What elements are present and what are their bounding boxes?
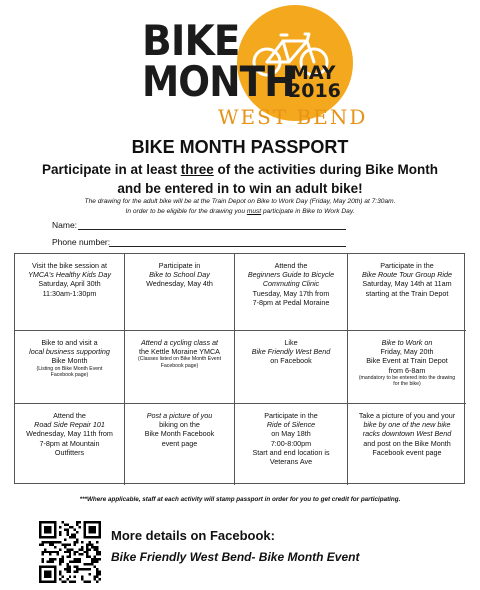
stamp-footnote: ***Where applicable, staff at each activity will stamp passport in order for you to get credit for participating. xyxy=(79,496,401,503)
activity-cell xyxy=(15,331,125,404)
logo-month-label: MAY xyxy=(290,62,336,84)
activity-line: Beginners Guide to Bicycle xyxy=(247,270,335,280)
phone-label: Phone number: xyxy=(52,237,111,247)
activity-line: Attend the xyxy=(53,411,86,420)
activity-line: Facebook event page xyxy=(372,447,442,457)
activity-line: (Listing on Bike Month Event xyxy=(36,365,103,372)
activity-line: local business supporting xyxy=(29,347,110,357)
activity-line: Bike Route Tour Group Ride xyxy=(361,270,453,280)
activity-line: Bike to and visit a xyxy=(41,338,98,347)
activity-line: (mandatory to be entered into the drawing xyxy=(358,374,456,381)
activity-line: Participate in the xyxy=(380,261,434,270)
page-title: BIKE MONTH PASSPORT xyxy=(131,137,349,157)
activity-cell xyxy=(348,404,466,485)
activity-line: Post a picture of you xyxy=(146,411,213,420)
activity-line: the Kettle Moraine YMCA xyxy=(139,347,220,357)
activity-line: from 6-8am xyxy=(388,365,426,375)
activity-line: Bike Month Facebook xyxy=(144,429,215,439)
activity-line: Bike Friendly West Bend xyxy=(251,347,331,357)
activity-line: Tuesday, May 17th from xyxy=(252,288,330,298)
activity-line: 7:00-8:00pm xyxy=(270,438,312,448)
activity-cell xyxy=(235,254,348,331)
activity-line: 11:30am-1:30pm xyxy=(42,288,97,298)
activity-cell xyxy=(125,404,235,485)
activity-line: racks downtown West Bend xyxy=(362,429,452,439)
logo-word-month: MONTH xyxy=(142,57,295,106)
activity-line: Road Side Repair 101 xyxy=(34,420,105,430)
subtitle-line-1: Participate in at least three of the activities during Bike Month xyxy=(41,162,439,177)
activity-line: Start and end location is xyxy=(252,447,330,457)
activity-line: for the bike) xyxy=(393,381,421,388)
logo-city-label: WEST BEND xyxy=(218,105,368,129)
activity-line: Wednesday, May 11th from xyxy=(26,429,113,439)
activity-line: Bike to School Day xyxy=(149,270,210,280)
more-details-label: More details on Facebook: xyxy=(111,528,275,543)
activity-line: Bike Event at Train Depot xyxy=(366,356,448,366)
activity-grid xyxy=(14,253,465,484)
activity-cell xyxy=(348,331,466,404)
subtitle-line-2: and be entered in to win an adult bike! xyxy=(117,181,363,196)
phone-field[interactable] xyxy=(109,246,346,247)
activity-line: Friday, May 20th xyxy=(380,347,434,357)
activity-line: Veterans Ave xyxy=(269,457,313,467)
activity-line: Saturday, May 14th at 11am xyxy=(362,279,452,289)
activity-line: Wednesday, May 4th xyxy=(146,279,213,289)
activity-line: Participate in xyxy=(158,261,201,270)
activity-cell xyxy=(15,254,125,331)
activity-cell xyxy=(348,254,466,331)
qr-code-icon[interactable] xyxy=(39,521,101,583)
logo-year-label: 2016 xyxy=(288,80,341,102)
logo-word-bike: BIKE xyxy=(142,16,240,65)
activity-line: bike by one of the new bike xyxy=(363,420,451,430)
name-label: Name: xyxy=(52,220,78,230)
note-emphasis: must xyxy=(246,208,262,215)
activity-line: Take a picture of you and your xyxy=(358,411,456,420)
activity-line: Visit the bike session at xyxy=(32,261,107,270)
activity-line: (Classes listed on Bike Month Event xyxy=(137,356,222,363)
activity-line: Outfitters xyxy=(54,447,85,457)
activity-line: Attend the xyxy=(274,261,308,270)
facebook-event-name: Bike Friendly West Bend- Bike Month Event xyxy=(111,550,360,564)
activity-line: 7-8pm at Pedal Moraine xyxy=(252,297,330,307)
activity-line: Bike Month xyxy=(51,356,88,366)
subtitle-emphasis: three xyxy=(180,162,214,177)
activity-line: Commuting Clinic xyxy=(262,279,320,289)
activity-line: Bike to Work on xyxy=(381,338,433,347)
activity-line: Facebook page) xyxy=(50,371,89,378)
activity-line: and post on the Bike Month xyxy=(363,438,451,448)
activity-line: Ride of Silence xyxy=(266,420,316,430)
activity-line: event page xyxy=(161,438,198,448)
activity-cell xyxy=(235,331,348,404)
activity-line: Participate in the xyxy=(264,411,318,420)
activity-line: 7-8pm at Mountain xyxy=(39,438,100,448)
activity-line: on May 18th xyxy=(271,429,311,439)
activity-cell xyxy=(125,331,235,404)
activity-line: YMCA's Healthy Kids Day xyxy=(28,270,111,280)
activity-cell xyxy=(235,404,348,485)
activity-line: on Facebook xyxy=(270,356,312,366)
activity-cell xyxy=(15,404,125,485)
activity-cell xyxy=(125,254,235,331)
activity-line: Like xyxy=(284,338,298,347)
activity-line: biking on the xyxy=(159,420,200,430)
drawing-note-1: The drawing for the adult bike will be at the Train Depot on Bike to Work Day (Friday, May 20th) at 7:30am. xyxy=(84,198,396,205)
drawing-note-2: In order to be eligible for the drawing you must participate in Bike to Work Day. xyxy=(125,208,355,215)
activity-line: Facebook page) xyxy=(160,362,199,369)
activity-line: Attend a cycling class at xyxy=(140,338,219,347)
name-field[interactable] xyxy=(78,229,346,230)
activity-line: starting at the Train Depot xyxy=(365,288,449,298)
activity-line: Saturday, April 30th xyxy=(38,279,101,289)
